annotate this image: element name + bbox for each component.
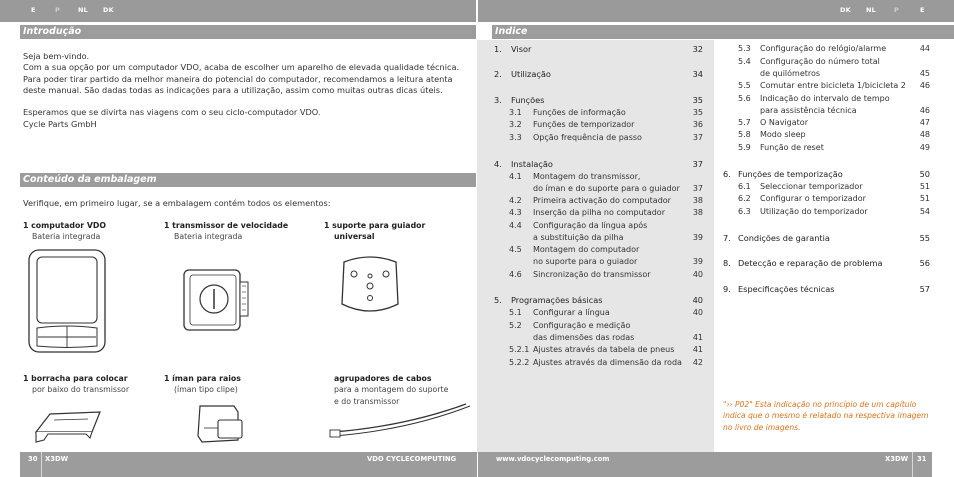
index-entry-label: Seleccionar temporizador [760,182,863,191]
item-cable-ties-sub1: para a montagem do suporte [334,385,449,395]
index-entry-number: 6.2 [738,194,751,203]
magnet-illustration [190,400,250,448]
brand-name: VDO CYCLECOMPUTING [367,455,457,463]
intro-line: Cycle Parts GmbH [23,118,97,129]
index-entry-label: Configuração da língua após [533,221,648,230]
index-entry-label: Configuração e medição [533,321,631,330]
index-entry-number: 1. [494,44,502,54]
index-entry-page: 34 [692,69,703,79]
index-entry-number: 5.3 [738,44,751,53]
index-entry-label: Funções [511,95,545,105]
index-entry-label: Programações básicas [511,295,603,305]
index-entry-page: 32 [692,44,703,54]
cable-tie-illustration [326,398,476,438]
index-entry-number: 4.5 [509,245,522,254]
index-entry-label: Visor [511,44,532,54]
item-magnet-sub: (íman tipo clipe) [174,385,238,395]
index-entry-number: 6.1 [738,182,751,191]
item-magnet-title: 1 íman para raios [164,374,241,383]
index-entry-number: 3. [494,95,502,105]
index-entry-label: Função de reset [760,143,824,152]
index-entry-label: Utilização [511,69,551,79]
index-entry-label: Utilização do temporizador [760,207,868,216]
left-header-strip [0,0,476,22]
index-entry-number: 4.1 [509,172,522,181]
index-entry-page: 49 [919,143,930,152]
item-magnet [164,373,241,396]
index-entry-label: Inserção da pilha no computador [533,208,665,217]
index-entry-page: 42 [692,358,703,367]
lang-e-left: E [31,6,36,14]
index-entry-label: Modo sleep [760,130,806,139]
intro-line: Para poder tirar partido da melhor maneira do potencial do computador, recomendamos a leitura atenta [23,73,453,84]
index-entry-page: 56 [919,258,930,268]
intro-line: Esperamos que se divirta nas viagens com o seu ciclo-computador VDO. [23,107,321,118]
index-entry-label: Ajustes através da tabela de pneus [533,345,675,354]
index-entry-label: Especificações técnicas [738,284,835,294]
lang-p-left: P [55,6,60,14]
index-entry-number: 5.1 [509,308,522,317]
transmitter-illustration [180,264,252,336]
index-entry-page: 45 [919,68,930,78]
index-entry-label-2: a substituição da pilha [533,232,624,242]
index-entry-label: Sincronização do transmissor [533,270,651,279]
right-header-strip [478,0,954,22]
lang-dk-left: DK [103,6,114,14]
lang-nl-left: NL [78,6,88,14]
index-entry-number: 5. [494,295,502,305]
index-entry-number: 8. [723,258,731,268]
package-title: Conteúdo da embalagem [20,173,476,187]
item-mount-title2: universal [334,232,375,242]
index-entry-label: Configurar a língua [533,308,610,317]
index-entry-label: Funções de temporização [738,169,843,179]
index-entry-number: 3.2 [509,120,522,129]
index-title: Indice [492,25,954,39]
item-computer [23,220,106,243]
index-entry-label: Configurar o temporizador [760,194,866,203]
intro-line: deste manual. São dadas todas as indicações para a utilização, assim como muitas outras dicas úteis. [23,84,443,95]
lang-p-right: P [894,6,899,14]
item-cable-ties-sub2: e do transmissor [334,396,400,406]
item-rubber-title: 1 borracha para colocar [23,374,128,383]
index-entry-page: 40 [692,308,703,317]
index-entry-page: 47 [919,118,930,127]
image-reference-note: "›› P02" Esta indicação no princípio de um capítulo indica que o mesmo é relatado na respectiva imagem no livro de imagens. [723,400,929,432]
index-entry-page: 54 [919,207,930,216]
index-entry-page: 51 [919,182,930,191]
index-entry-number: 5.7 [738,118,751,127]
index-entry-page: 38 [692,196,703,205]
footer-divider-right [912,452,913,477]
index-entry-number: 9. [723,284,731,294]
index-entry-page: 36 [692,120,703,129]
index-entry-label: Ajustes através da dimensão da roda [533,358,682,367]
lang-nl-right: NL [866,6,876,14]
mount-illustration [334,252,406,322]
index-entry-label: Opção frequência de passo [533,133,642,142]
index-entry-number: 5.9 [738,143,751,152]
intro-text [23,51,459,130]
index-entry-page: 35 [692,108,703,117]
index-entry-page: 46 [919,105,930,115]
intro-title: Introdução [20,25,476,39]
index-entry-label: Funções de temporizador [533,120,635,129]
index-entry-label-2: no suporte para o guiador [533,256,638,266]
item-rubber-sub: por baixo do transmissor [32,385,130,395]
item-rubber [23,373,129,396]
index-entry-page: 41 [692,345,703,354]
item-computer-sub: Bateria integrada [32,232,101,242]
index-entry-page: 40 [692,295,703,305]
intro-line [23,96,459,107]
index-entry-page: 51 [919,194,930,203]
index-entry-label: Montagem do transmissor, [533,172,641,181]
index-entry-label: O Navigator [760,118,808,127]
item-computer-title: 1 computador VDO [23,221,106,230]
index-entry-label: Configuração do relógio/alarme [760,44,887,53]
index-entry-number: 3.3 [509,133,522,142]
item-transmitter-sub: Bateria integrada [174,232,243,242]
index-entry-number: 5.2.2 [509,358,530,367]
index-entry-page: 37 [692,183,703,193]
index-entry-label: Instalação [511,159,553,169]
index-entry-label: Indicação do intervalo de tempo [760,94,890,103]
lang-dk-right: DK [840,6,851,14]
index-entry-number: 5.6 [738,94,751,103]
index-entry-page: 39 [692,232,703,242]
index-entry-page: 50 [919,169,930,179]
website-url: www.vdocyclecomputing.com [496,455,610,463]
index-entry-page: 37 [692,133,703,142]
intro-line: Seja bem-vindo. [23,51,90,61]
index-entry-number: 3.1 [509,108,522,117]
right-page-number: 31 [917,455,927,463]
intro-line: Com a sua opção por um computador VDO, acaba de escolher um aparelho de elevada qualidade técnica. [23,62,460,73]
index-entry-label: Funções de informação [533,108,626,117]
index-entry-label: Condições de garantia [738,233,830,243]
index-entry-number: 5.5 [738,81,751,90]
index-entry-number: 4.2 [509,196,522,205]
index-entry-number: 2. [494,69,502,79]
index-entry-number: 7. [723,233,731,243]
index-entry-label-2: das dimensões das rodas [533,332,635,342]
lang-e-right: E [920,6,925,14]
left-page-number: 30 [28,455,38,463]
index-entry-page: 37 [692,159,703,169]
index-entry-label-2: para assistência técnica [760,105,857,115]
right-model: X3DW [885,455,909,463]
item-mount-title: 1 suporte para guiador [324,221,426,230]
item-cable-ties-title: agrupadores de cabos [334,374,432,383]
index-entry-number: 5.8 [738,130,751,139]
index-entry-page: 46 [919,81,930,90]
index-entry-label: Montagem do computador [533,245,640,254]
index-entry-number: 4. [494,159,502,169]
index-entry-number: 4.4 [509,221,522,230]
index-entry-label: Primeira activação do computador [533,196,671,205]
index-entry-number: 6.3 [738,207,751,216]
index-entry-page: 35 [692,95,703,105]
item-mount [324,220,425,243]
index-entry-page: 38 [692,208,703,217]
computer-illustration [24,248,110,356]
index-entry-label: Detecção e reparação de problema [738,258,883,268]
index-entry-label-2: de quilómetros [760,68,821,78]
index-entry-label: Comutar entre bicicleta 1/bicicleta 2 [760,81,906,90]
index-entry-number: 5.2 [509,321,522,330]
index-entry-number: 4.3 [509,208,522,217]
item-transmitter-title: 1 transmissor de velocidade [164,221,289,230]
item-transmitter [164,220,288,243]
index-entry-page: 57 [919,284,930,294]
index-entry-label-2: do íman e do suporte para o guiador [533,183,680,193]
index-entry-number: 4.6 [509,270,522,279]
left-model: X3DW [45,455,69,463]
index-entry-page: 44 [919,44,930,53]
index-entry-page: 41 [692,332,703,342]
index-entry-page: 40 [692,270,703,279]
index-entry-label: Configuração do número total [760,57,880,66]
footer-divider-left [41,452,42,477]
rubber-pad-illustration [30,404,108,448]
index-entry-number: 6. [723,169,731,179]
index-entry-page: 55 [919,233,930,243]
index-entry-number: 5.4 [738,57,751,66]
index-entry-page: 39 [692,256,703,266]
index-entry-page: 48 [919,130,930,139]
index-entry-number: 5.2.1 [509,345,530,354]
package-intro: Verifique, em primeiro lugar, se a embalagem contém todos os elementos: [23,198,331,208]
